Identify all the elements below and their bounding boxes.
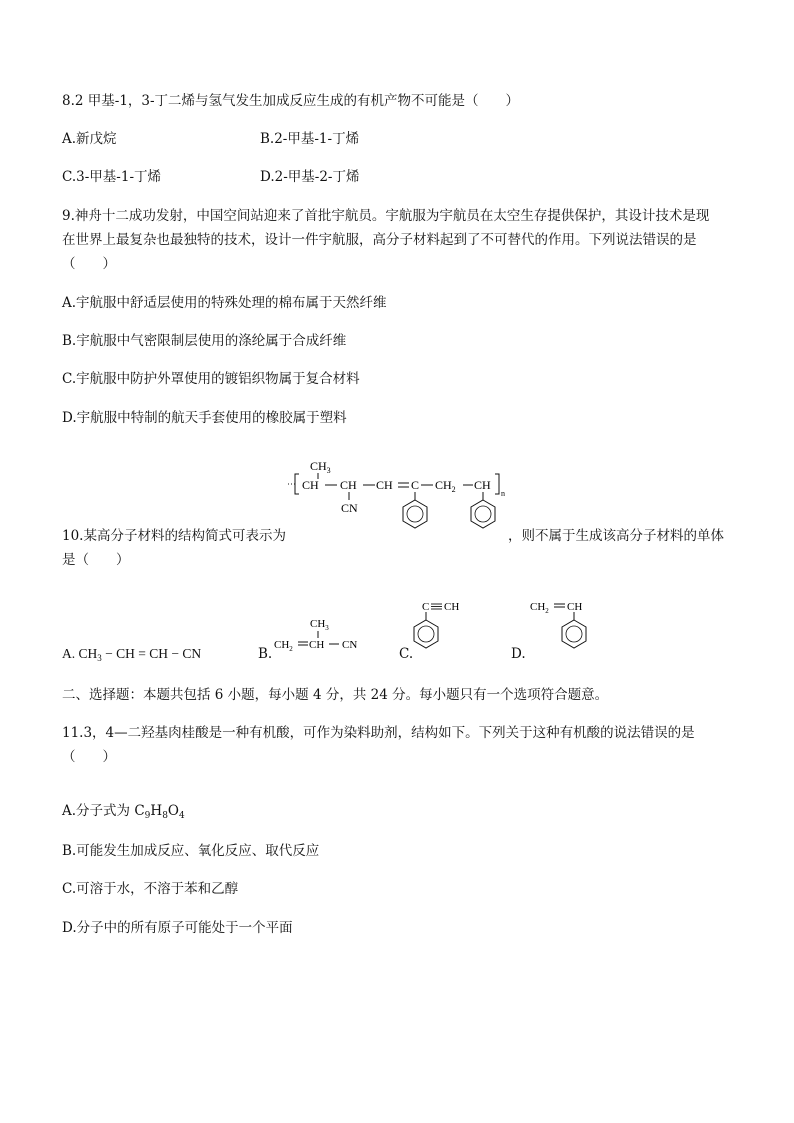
q8-option-c: C.3-甲基-1-丁烯 [62, 169, 162, 185]
q9-option-d: D.宇航服中特制的航天手套使用的橡胶属于塑料 [62, 410, 347, 426]
polymer-ch2: CH [435, 478, 452, 492]
polymer-ch-c: CH [376, 478, 393, 492]
polymer-structure [285, 452, 515, 544]
q9-stem-line1: 9.神舟十二成功发射，中国空间站迎来了首批宇航员。宇航服为宇航员在太空生存提供保护，其设计技术是现 [62, 208, 710, 224]
q10-option-b-label: B. [258, 646, 273, 662]
svg-text:CH2: $CH_2$ [435, 478, 456, 494]
q10-stem-part2: ，则不属于生成该高分子材料的单体 [508, 528, 724, 544]
polymer-c: C [411, 478, 420, 492]
polymer-ch3: CH [310, 459, 327, 473]
q8-option-d: D.2-甲基-2-丁烯 [260, 169, 360, 185]
svg-text:CH3: $CH_3$ [310, 618, 329, 632]
svg-text:CH: CH [567, 601, 583, 613]
q10-stem-part1: 10.某高分子材料的结构简式可表示为 [62, 528, 286, 544]
q11-option-b: B.可能发生加成反应、氧化反应、取代反应 [62, 843, 320, 859]
svg-text:CH: CH [309, 639, 325, 651]
polymer-ch-a: CH [302, 478, 319, 492]
q8-option-a: A.新戊烷 [62, 131, 117, 147]
q10-option-c-structure [408, 596, 478, 658]
q10-option-b-structure [272, 612, 372, 658]
benzene-ring-d [562, 620, 586, 648]
q10-option-d-structure [528, 596, 608, 658]
svg-text:CH3: $CH_3$ [310, 459, 331, 475]
q9-option-b: B.宇航服中气密限制层使用的涤纶属于合成纤维 [62, 333, 347, 349]
svg-text:CH: CH [444, 601, 460, 613]
q10-option-a: A. $CH_3$ − CH = CH − CN [62, 646, 202, 663]
q9-stem-line2: 在世界上最复杂也最独特的技术，设计一件宇航服，高分子材料起到了不可替代的作用。下列说法错误的是 [62, 232, 697, 248]
svg-text:CH2: $CH_2$ [274, 639, 293, 653]
q10-option-c-label: C. [399, 646, 414, 662]
q9-stem-line3: （ ） [62, 256, 116, 272]
svg-text:CN: CN [342, 639, 358, 651]
q10-stem-line2: 是（ ） [62, 552, 130, 568]
q11-option-c: C.可溶于水，不溶于苯和乙醇 [62, 881, 239, 897]
q8-option-b: B.2-甲基-1-丁烯 [260, 131, 360, 147]
q11-stem-line1: 11.3，4—二羟基肉桂酸是一种有机酸，可作为染料助剂，结构如下。下列关于这种有机酸的说法错误的是 [62, 725, 695, 741]
q8-stem: 8.2 甲基-1，3-丁二烯与氢气发生加成反应生成的有机产物不可能是（ ） [62, 93, 520, 109]
svg-text:C: C [422, 601, 430, 613]
q11-option-d: D.分子中的所有原子可能处于一个平面 [62, 920, 293, 936]
q9-option-c: C.宇航服中防护外罩使用的镀铝织物属于复合材料 [62, 371, 360, 387]
polymer-ch-b: CH [340, 478, 357, 492]
polymer-ch-d: CH [474, 478, 491, 492]
q9-option-a: A.宇航服中舒适层使用的特殊处理的棉布属于天然纤维 [62, 295, 387, 311]
polymer-cn: CN [341, 501, 358, 515]
q10-option-d-label: D. [511, 646, 526, 662]
polymer-n: n [501, 489, 505, 498]
svg-text:CH2: $CH_2$ [530, 601, 549, 615]
q11-stem-line2: （ ） [62, 749, 116, 765]
q11-option-a: A.分子式为 $C_9H_8O_4$ [62, 803, 185, 821]
section-2-heading: 二、选择题：本题共包括 6 小题，每小题 4 分，共 24 分。每小题只有一个选项符合题意。 [62, 687, 609, 703]
